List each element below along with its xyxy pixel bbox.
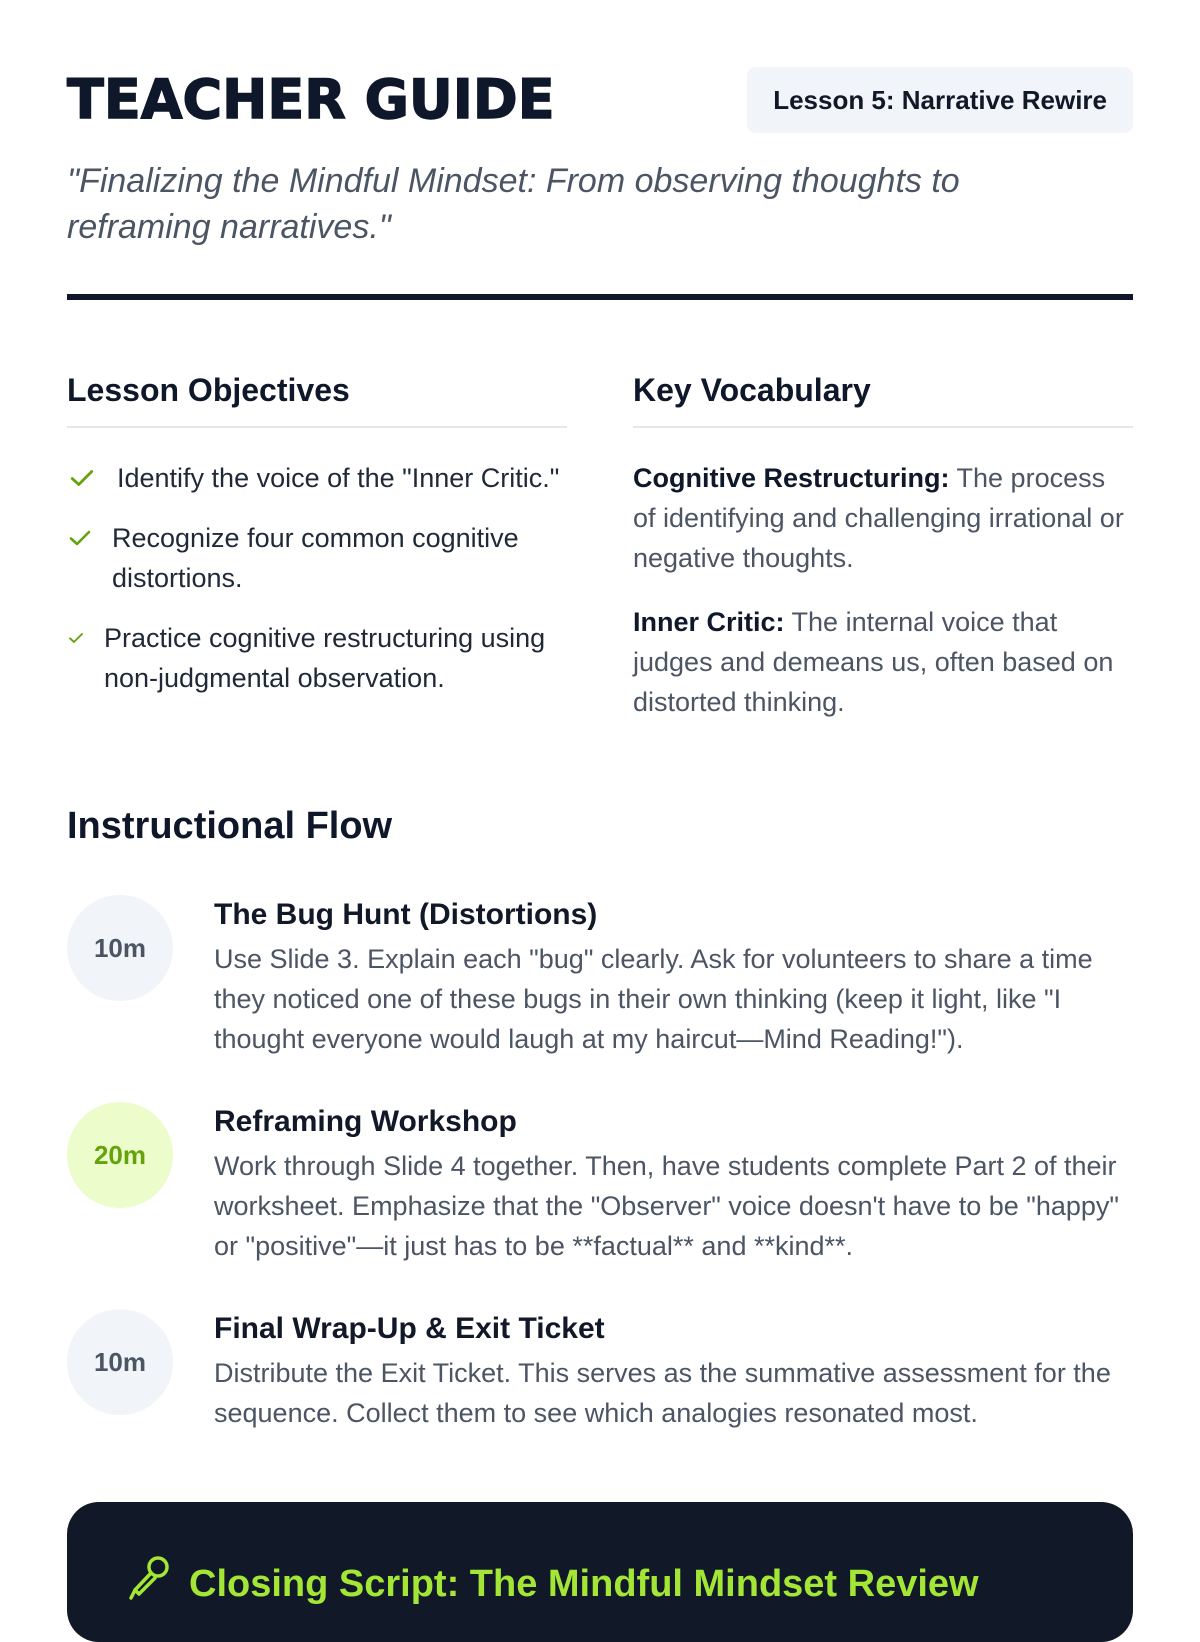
flow-step-body <box>214 1309 1134 1433</box>
instructional-flow-list <box>67 895 1133 1516</box>
vocabulary-entry <box>633 602 1133 722</box>
teacher-guide-page <box>67 0 1133 1605</box>
vocabulary-list <box>633 458 1133 746</box>
objective-text: Practice cognitive restructuring using non-judgmental observation. <box>104 623 546 693</box>
page-title: TEACHER GUIDE <box>67 68 555 131</box>
objective-item <box>67 518 567 598</box>
flow-step <box>67 895 1133 1102</box>
objective-item <box>67 458 567 498</box>
objective-item <box>67 618 567 698</box>
closing-script-panel <box>67 1502 1133 1642</box>
closing-script-title-text: Closing Script: The Mindful Mindset Review <box>189 1562 979 1605</box>
flow-step <box>67 1102 1133 1309</box>
objective-text: Identify the voice of the "Inner Critic." <box>117 463 560 493</box>
flow-step-description: Distribute the Exit Ticket. This serves as the summative assessment for the sequence. Collect them to see which analogies resonated most. <box>214 1358 1111 1428</box>
flow-step-title: Reframing Workshop <box>214 1105 517 1138</box>
flow-step <box>67 1309 1133 1516</box>
time-badge: 10m <box>67 895 173 1001</box>
instructional-flow-heading: Instructional Flow <box>67 805 393 847</box>
flow-step-title: The Bug Hunt (Distortions) <box>214 898 598 931</box>
vocabulary-term: Cognitive Restructuring: <box>633 463 950 493</box>
checkmark-icon <box>67 462 97 494</box>
closing-script-title <box>127 1554 979 1613</box>
objectives-list <box>67 458 567 718</box>
microphone-icon <box>127 1554 171 1613</box>
flow-step-description: Use Slide 3. Explain each "bug" clearly. Ask for volunteers to share a time they noticed one of these bugs in their own thinking (keep it light, like "I thought everyone would laugh at my haircut—Mind Reading!"). <box>214 944 1093 1054</box>
objective-text: Recognize four common cognitive distortions. <box>112 523 519 593</box>
checkmark-icon <box>67 622 84 654</box>
flow-step-description: Work through Slide 4 together. Then, have students complete Part 2 of their worksheet. Emphasize that the "Observer" voice doesn't have to be "happy" or "positive"—it just has to be **factual** and **kind**. <box>214 1151 1119 1261</box>
flow-step-body <box>214 1102 1134 1266</box>
vocabulary-term: Inner Critic: <box>633 607 785 637</box>
objectives-heading: Lesson Objectives <box>67 370 567 428</box>
checkmark-icon <box>67 522 92 554</box>
lesson-objectives-section <box>67 370 567 693</box>
header <box>67 62 1133 142</box>
vocabulary-definition: The internal voice that judges and demeans us, often based on distorted thinking. <box>633 607 1114 717</box>
time-badge: 20m <box>67 1102 173 1208</box>
vocabulary-heading: Key Vocabulary <box>633 370 1133 428</box>
key-vocabulary-section <box>633 370 1133 717</box>
flow-step-body <box>214 895 1134 1059</box>
vocabulary-definition: The process of identifying and challenging irrational or negative thoughts. <box>633 463 1124 573</box>
header-divider <box>67 294 1133 300</box>
vocabulary-entry <box>633 458 1133 578</box>
page-subtitle: "Finalizing the Mindful Mindset: From observing thoughts to reframing narratives." <box>67 162 960 246</box>
flow-step-title: Final Wrap-Up & Exit Ticket <box>214 1312 605 1345</box>
lesson-badge: Lesson 5: Narrative Rewire <box>747 67 1133 133</box>
time-badge: 10m <box>67 1309 173 1415</box>
